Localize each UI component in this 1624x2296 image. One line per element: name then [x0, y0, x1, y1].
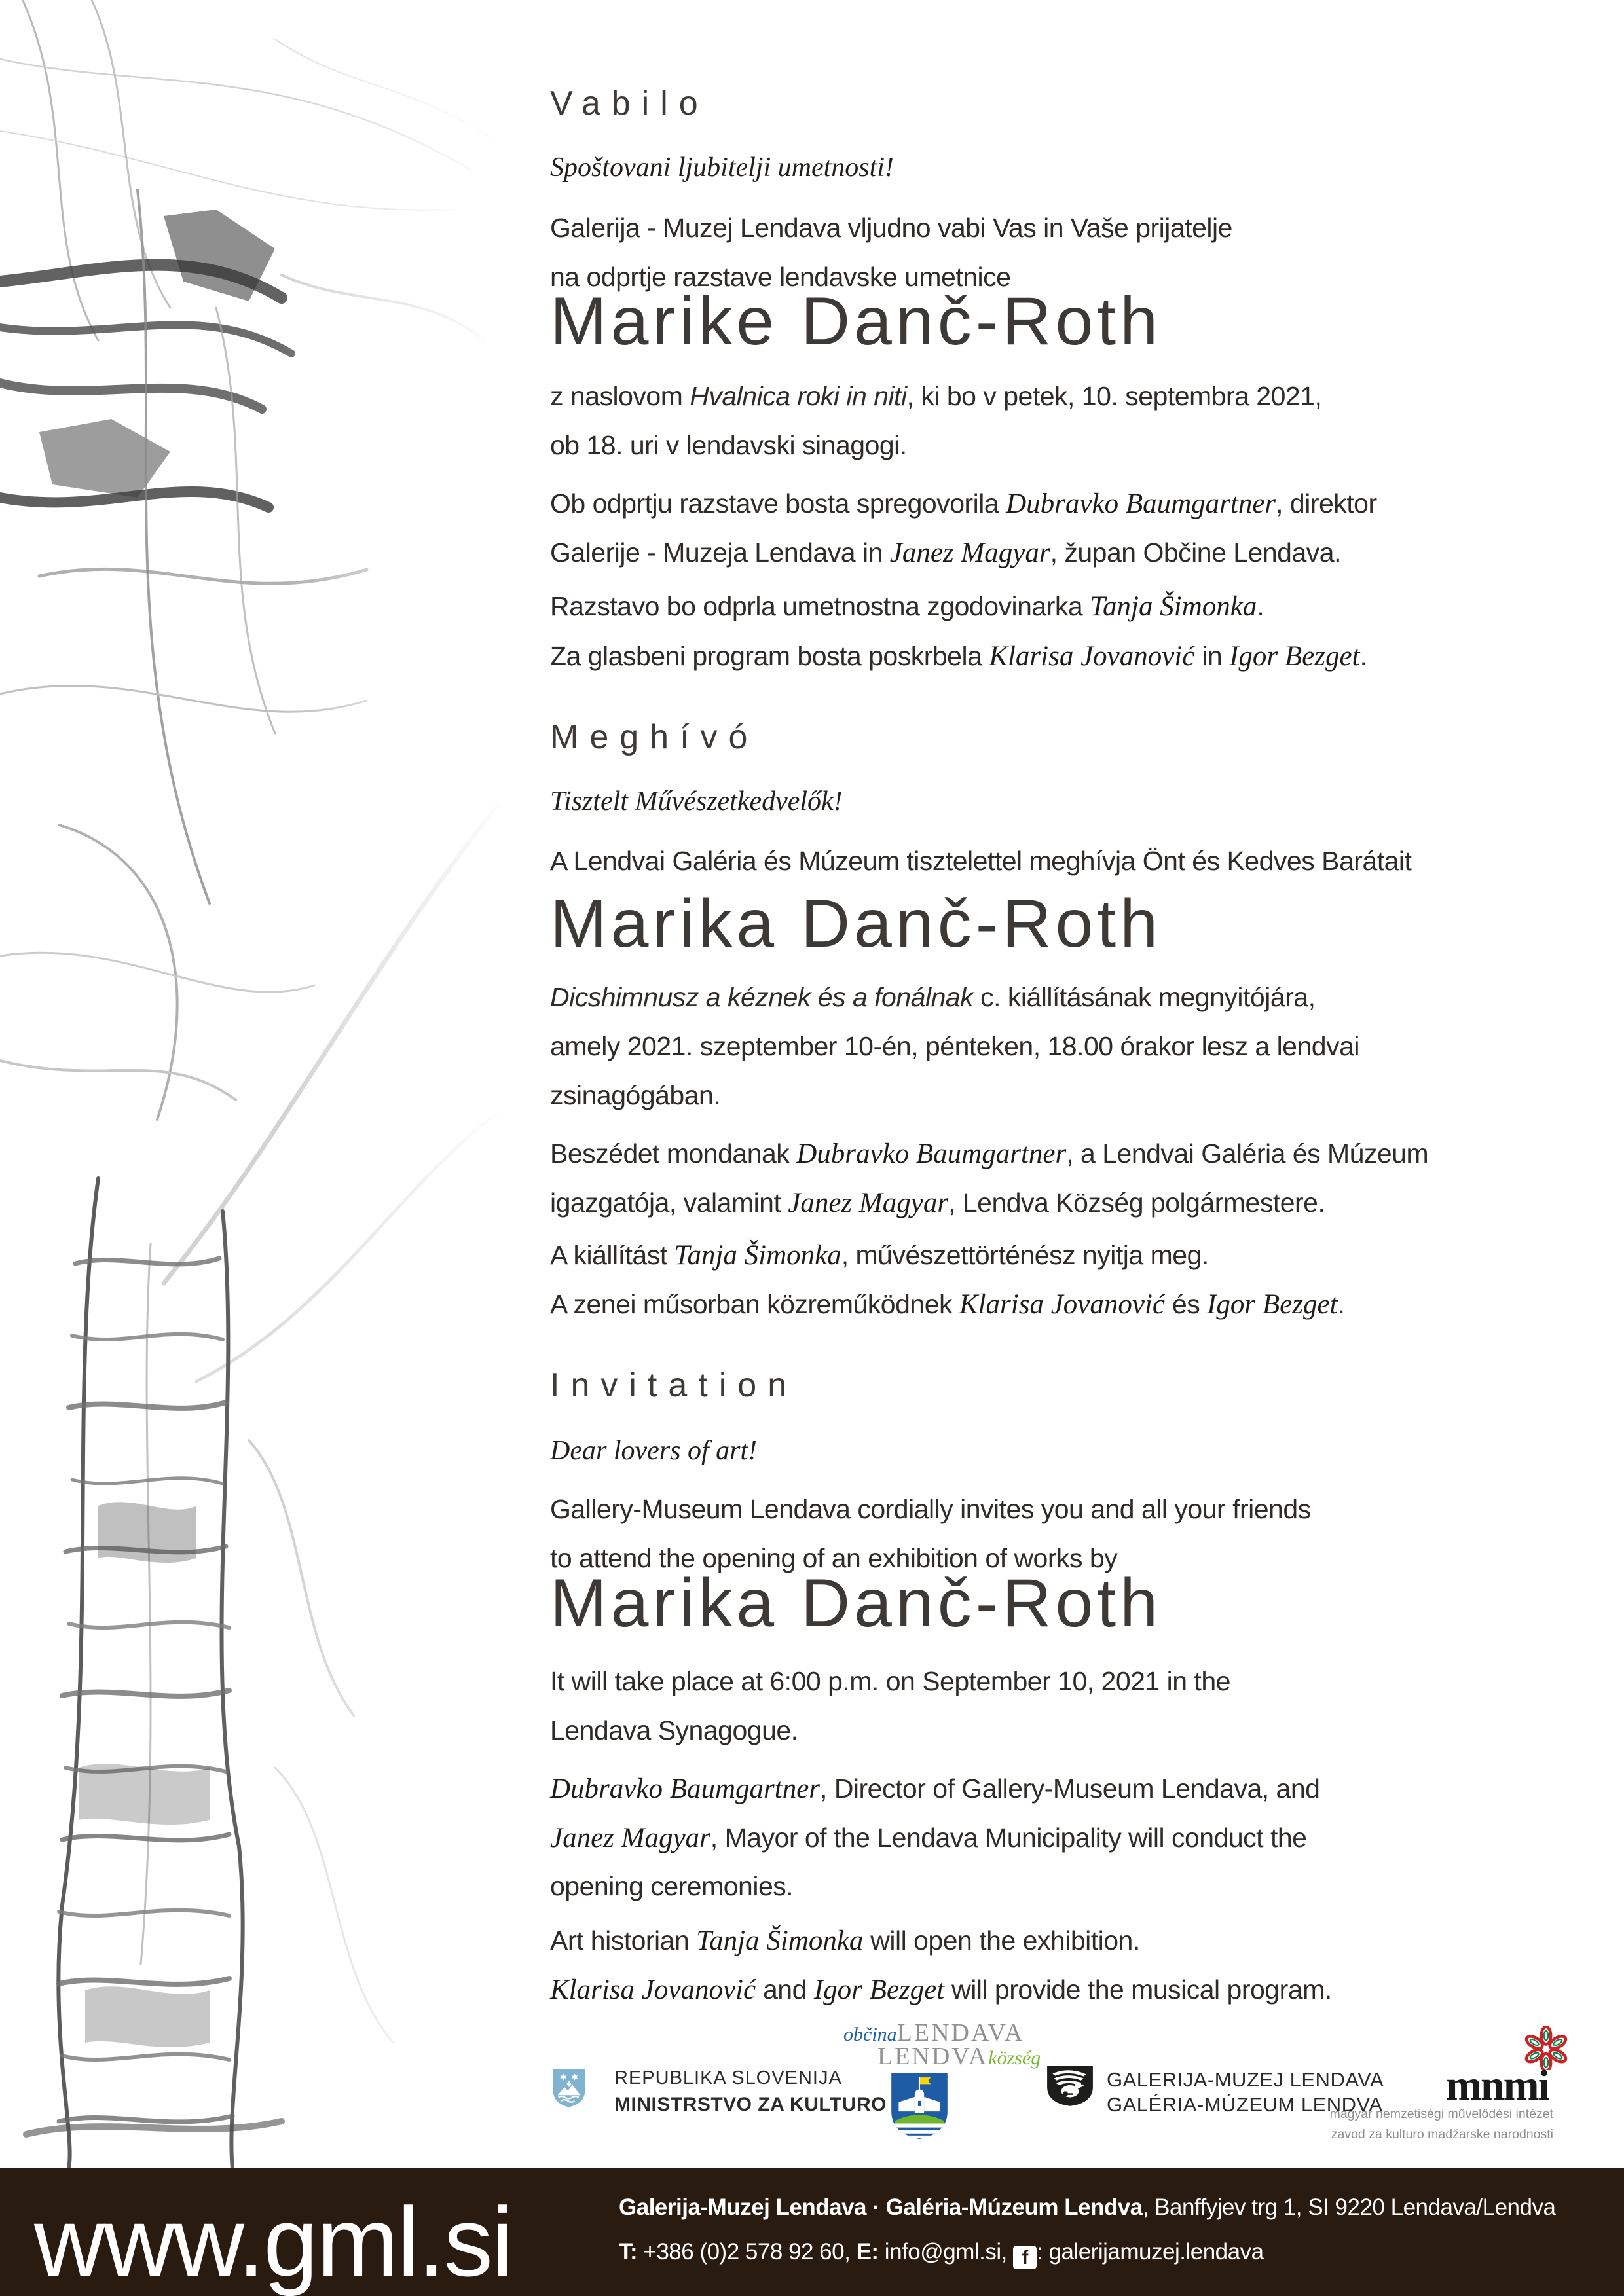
en-heading: Invitation	[550, 1366, 798, 1404]
person-name: Janez Magyar	[550, 1823, 710, 1853]
person-name: Klarisa Jovanović	[959, 1289, 1165, 1320]
tree-drawing-svg	[0, 0, 511, 2168]
hu-heading: Meghívó	[550, 718, 759, 756]
person-name: Janez Magyar	[788, 1188, 949, 1218]
sl-details-line2: ob 18. uri v lendavski sinagogi.	[550, 430, 907, 460]
text-segment: Ob odprtju razstave bosta spregovorila	[550, 488, 1006, 519]
ministry-text	[614, 2068, 887, 2116]
sl-intro-line1: Galerija - Muzej Lendava vljudno vabi Vas in Vaše prijatelje	[550, 213, 1232, 243]
footer-address-rest: , Banffyjev trg 1, SI 9220 Lendava/Lendva	[1142, 2195, 1556, 2220]
person-name: Igor Bezget	[813, 1975, 945, 2005]
text-segment: és	[1165, 1289, 1208, 1319]
text-segment: z naslovom	[550, 381, 690, 411]
hu-speakers-line1	[550, 1138, 1428, 1170]
en-speakers-line2	[550, 1822, 1306, 1854]
exhibition-title-sl: Hvalnica roki in niti	[690, 381, 907, 411]
text-segment: and	[756, 1975, 814, 2005]
sl-speakers-line2	[550, 537, 1341, 569]
ministry-logo	[552, 2068, 586, 2111]
en-intro-line2: to attend the opening of an exhibition of works by	[550, 1543, 1118, 1573]
sl-speakers-line1	[550, 488, 1377, 520]
sl-opening-line	[550, 591, 1264, 623]
exhibition-title-hu: Dicshimnusz a kéznek és a fonálnak	[550, 982, 974, 1012]
lendava-name-hu: LENDVA	[877, 2043, 989, 2070]
sl-salutation: Spoštovani ljubitelji umetnosti!	[550, 153, 894, 183]
text-segment: , direktor	[1276, 488, 1377, 519]
artist-name-hu: Marika Danč-Roth	[550, 886, 1162, 962]
sl-intro-line2: na odprtje razstave lendavske umetnice	[550, 262, 1011, 292]
gml-line1: GALERIJA-MUZEJ LENDAVA	[1107, 2068, 1384, 2091]
text-segment: will provide the musical program.	[944, 1975, 1332, 2005]
ministry-line2: MINISTRSTVO ZA KULTURO	[614, 2094, 887, 2115]
artist-name-sl: Marike Danč-Roth	[550, 283, 1162, 359]
text-segment: A kiállítást	[550, 1240, 674, 1270]
text-segment: Art historian	[550, 1925, 697, 1956]
lendava-shield-icon	[889, 2071, 950, 2141]
text-segment: , Mayor of the Lendava Municipality will conduct the	[710, 1823, 1307, 1853]
text-segment: Za glasbeni program bosta poskrbela	[550, 641, 989, 671]
facebook-handle: : galerijamuzej.lendava	[1037, 2239, 1264, 2265]
text-segment: .	[1359, 641, 1367, 671]
text-segment: in	[1194, 641, 1230, 671]
text-segment: .	[1257, 591, 1264, 621]
text-segment: , a Lendvai Galéria és Múzeum	[1066, 1139, 1429, 1169]
mnmi-sub-line1: magyar nemzetiségi művelődési intézet	[1329, 2107, 1553, 2121]
text-segment: A zenei műsorban közreműködnek	[550, 1289, 959, 1319]
sl-details-line1	[550, 381, 1321, 412]
sl-heading: Vabilo	[550, 84, 709, 122]
text-segment: , Director of Gallery-Museum Lendava, and	[820, 1774, 1320, 1804]
text-segment: , župan Občine Lendava.	[1050, 538, 1341, 568]
person-name: Tanja Šimonka	[696, 1925, 864, 1956]
en-details-line1: It will take place at 6:00 p.m. on September 10, 2021 in the	[550, 1666, 1230, 1696]
en-opening-line	[550, 1925, 1140, 1957]
artist-name-en: Marika Danč-Roth	[550, 1565, 1162, 1641]
person-name: Tanja Šimonka	[1090, 591, 1257, 622]
lendava-coat-of-arms	[889, 2071, 950, 2144]
lendava-name-sl: LENDAVA	[896, 2019, 1025, 2047]
text-segment: will open the exhibition.	[863, 1925, 1140, 1956]
text-segment: , ki bo v petek, 10. septembra 2021,	[906, 381, 1322, 411]
email-label: E:	[856, 2239, 879, 2265]
lendava-kozseg-label: község	[988, 2047, 1041, 2069]
text-segment: Razstavo bo odprla umetnostna zgodovinarka	[550, 591, 1090, 621]
lendava-obcina-label: občina	[843, 2024, 897, 2045]
tree-drawing-artwork	[0, 0, 511, 2168]
text-segment: , művészettörténész nyitja meg.	[841, 1240, 1209, 1270]
website-url: www.gml.si	[34, 2187, 513, 2296]
person-name: Dubravko Baumgartner	[1006, 488, 1276, 519]
footer-org-name: Galerija-Muzej Lendava · Galéria-Múzeum Lendva	[619, 2195, 1143, 2220]
sl-music-line	[550, 640, 1367, 672]
person-name: Dubravko Baumgartner	[550, 1774, 821, 1804]
person-name: Igor Bezget	[1229, 641, 1360, 672]
person-name: Tanja Šimonka	[674, 1240, 841, 1271]
gml-logo	[1044, 2064, 1096, 2111]
hu-opening-line	[550, 1239, 1209, 1271]
text-segment: , Lendva Község polgármestere.	[948, 1188, 1325, 1218]
en-speakers-line3: opening ceremonies.	[550, 1871, 794, 1901]
hu-details-line2: amely 2021. szeptember 10-én, pénteken, 18.00 órakor lesz a lendvai	[550, 1031, 1359, 1061]
gml-shield-icon	[1044, 2064, 1096, 2107]
hu-speakers-line2	[550, 1187, 1325, 1219]
text-segment: c. kiállításának megnyitójára,	[973, 982, 1316, 1012]
footer-address-line	[619, 2195, 1555, 2221]
en-salutation: Dear lovers of art!	[550, 1436, 758, 1466]
en-music-line	[550, 1974, 1332, 2006]
facebook-icon: f	[1013, 2246, 1037, 2269]
mnmi-sub-line2: zavod za kulturo madžarske narodnosti	[1331, 2127, 1553, 2141]
email-address: info@gml.si,	[878, 2239, 1014, 2265]
person-name: Dubravko Baumgartner	[796, 1139, 1067, 1169]
person-name: Klarisa Jovanović	[989, 641, 1195, 672]
hu-salutation: Tisztelt Művészetkedvelők!	[550, 786, 843, 816]
en-details-line2: Lendava Synagogue.	[550, 1715, 798, 1745]
hu-details-line1	[550, 982, 1315, 1013]
person-name: Klarisa Jovanović	[550, 1975, 756, 2005]
text-segment: igazgatója, valamint	[550, 1188, 788, 1218]
mnmi-wordmark: mnmi	[1446, 2062, 1549, 2109]
phone-number: +386 (0)2 578 92 60,	[637, 2239, 857, 2265]
person-name: Janez Magyar	[889, 538, 1050, 568]
text-segment: Galerije - Muzeja Lendava in	[550, 538, 890, 568]
person-name: Igor Bezget	[1207, 1289, 1338, 1320]
gml-line2: GALÉRIA-MÚZEUM LENDVA	[1107, 2093, 1383, 2116]
hu-details-line3: zsinagógában.	[550, 1080, 721, 1110]
phone-label: T:	[619, 2239, 638, 2265]
hu-music-line	[550, 1288, 1344, 1321]
hu-intro-line: A Lendvai Galéria és Múzeum tisztelettel meghívja Önt és Kedves Barátait	[550, 846, 1412, 876]
en-speakers-line1	[550, 1773, 1320, 1805]
mnmi-subtext	[1310, 2104, 1553, 2145]
en-intro-line1: Gallery-Museum Lendava cordially invites you and all your friends	[550, 1494, 1311, 1524]
ministry-line1: REPUBLIKA SLOVENIJA	[614, 2068, 842, 2088]
slovenia-coat-of-arms-icon	[552, 2068, 586, 2108]
text-segment: Beszédet mondanak	[550, 1139, 797, 1169]
footer-contact-line	[619, 2239, 1264, 2269]
lendava-municipality-wordmark2	[877, 2045, 1041, 2073]
text-segment: .	[1337, 1289, 1345, 1319]
